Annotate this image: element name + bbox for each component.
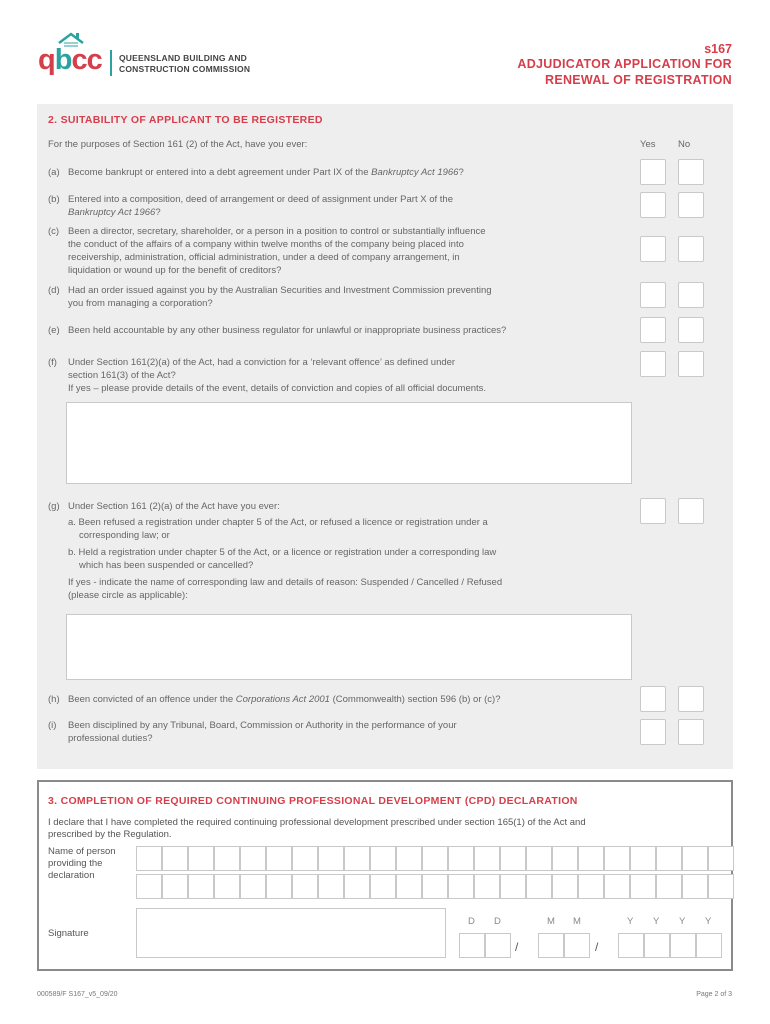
name-char-cell[interactable] [578, 874, 604, 899]
name-char-cell[interactable] [422, 874, 448, 899]
date-digit-cell[interactable] [459, 933, 485, 958]
name-char-cell[interactable] [708, 846, 734, 871]
name-char-cell[interactable] [396, 874, 422, 899]
date-digit-cell[interactable] [696, 933, 722, 958]
name-char-cell[interactable] [708, 874, 734, 899]
date-separator: / [595, 940, 599, 954]
date-format-letter: M [573, 916, 581, 927]
question-c: (c) Been a director, secretary, shareholder, or a person in a position to control or substantially influence the conduct of the affairs of a company within twelve months of the company being placed into receivership, administration, official administration, under a deed of company arrangement, in liquidation or wound up for the benefit of creditors? [48, 226, 486, 276]
name-char-cell[interactable] [578, 846, 604, 871]
question-i-no-checkbox[interactable] [678, 719, 704, 745]
name-char-cell[interactable] [240, 874, 266, 899]
question-d-no-checkbox[interactable] [678, 282, 704, 308]
no-column-label: No [678, 139, 691, 150]
form-code: s167 [704, 42, 732, 56]
section-suitability [37, 104, 733, 769]
question-b-yes-checkbox[interactable] [640, 192, 666, 218]
name-char-cell[interactable] [604, 846, 630, 871]
name-char-cell[interactable] [266, 846, 292, 871]
name-char-cell[interactable] [422, 846, 448, 871]
name-char-cell[interactable] [682, 874, 708, 899]
name-input-row-1[interactable] [136, 846, 734, 871]
page-number: Page 2 of 3 [696, 991, 732, 998]
name-char-cell[interactable] [552, 874, 578, 899]
question-f: (f) Under Section 161(2)(a) of the Act, had a conviction for a ‘relevant offence’ as defined under section 161(3) of the Act? If yes – please provide details of the event, details of conviction and copies of all official documents. [48, 357, 487, 394]
logo-separator [110, 50, 112, 76]
name-char-cell[interactable] [344, 874, 370, 899]
question-f-yes-checkbox[interactable] [640, 351, 666, 377]
name-char-cell[interactable] [526, 874, 552, 899]
question-c-no-checkbox[interactable] [678, 236, 704, 262]
organisation-name: QUEENSLAND BUILDING AND CONSTRUCTION COMMISSION [119, 53, 251, 74]
date-digit-cell[interactable] [670, 933, 696, 958]
name-char-cell[interactable] [188, 846, 214, 871]
name-char-cell[interactable] [292, 874, 318, 899]
name-char-cell[interactable] [630, 874, 656, 899]
name-char-cell[interactable] [500, 846, 526, 871]
name-of-person-label: Name of person providing the declaration [48, 846, 116, 881]
date-format-letter: D [494, 916, 501, 927]
name-char-cell[interactable] [552, 846, 578, 871]
name-char-cell[interactable] [162, 874, 188, 899]
name-char-cell[interactable] [240, 846, 266, 871]
form-reference-code: 000589/F S167_v5_09/20 [37, 991, 118, 998]
question-e: (e) Been held accountable by any other business regulator for unlawful or inappropriate business practices? [48, 325, 507, 336]
question-b: (b) Entered into a composition, deed of arrangement or deed of assignment under Part X of the Bankruptcy Act 1966? [48, 194, 453, 218]
section-3-title: 3. COMPLETION OF REQUIRED CONTINUING PROFESSIONAL DEVELOPMENT (CPD) DECLARATION [48, 795, 578, 807]
name-char-cell[interactable] [370, 846, 396, 871]
question-a: (a) Become bankrupt or entered into a debt agreement under Part IX of the Bankruptcy Act 1966? [48, 167, 464, 178]
question-a-yes-checkbox[interactable] [640, 159, 666, 185]
name-char-cell[interactable] [162, 846, 188, 871]
date-format-letter: Y [705, 916, 712, 927]
name-char-cell[interactable] [526, 846, 552, 871]
cpd-declaration-text: I declare that I have completed the required continuing professional development prescribed under section 165(1) of the Act and prescribed by the Regulation. [48, 817, 586, 840]
name-char-cell[interactable] [604, 874, 630, 899]
name-char-cell[interactable] [370, 874, 396, 899]
date-format-letter: Y [627, 916, 634, 927]
section-cpd-declaration [37, 780, 733, 971]
signature-label: Signature [48, 928, 89, 939]
name-char-cell[interactable] [474, 874, 500, 899]
name-char-cell[interactable] [344, 846, 370, 871]
section-2-title: 2. SUITABILITY OF APPLICANT TO BE REGISTERED [48, 114, 323, 126]
date-digit-cell[interactable] [564, 933, 590, 958]
date-digit-cell[interactable] [538, 933, 564, 958]
name-char-cell[interactable] [396, 846, 422, 871]
name-char-cell[interactable] [318, 846, 344, 871]
name-char-cell[interactable] [266, 874, 292, 899]
question-c-yes-checkbox[interactable] [640, 236, 666, 262]
name-char-cell[interactable] [136, 874, 162, 899]
date-format-letter: D [468, 916, 475, 927]
question-i-yes-checkbox[interactable] [640, 719, 666, 745]
qbcc-logo: qbcc [38, 44, 102, 76]
question-b-no-checkbox[interactable] [678, 192, 704, 218]
name-char-cell[interactable] [448, 846, 474, 871]
question-f-no-checkbox[interactable] [678, 351, 704, 377]
date-format-letter: Y [653, 916, 660, 927]
question-f-details-textarea[interactable] [66, 402, 632, 484]
name-char-cell[interactable] [500, 874, 526, 899]
question-a-no-checkbox[interactable] [678, 159, 704, 185]
date-digit-cell[interactable] [644, 933, 670, 958]
page-header [0, 0, 770, 100]
name-char-cell[interactable] [448, 874, 474, 899]
question-h-yes-checkbox[interactable] [640, 686, 666, 712]
question-h: (h) Been convicted of an offence under the Corporations Act 2001 (Commonwealth) section 596 (b) or (c)? [48, 694, 501, 705]
date-separator: / [515, 940, 519, 954]
form-title: ADJUDICATOR APPLICATION FOR RENEWAL OF REGISTRATION [517, 57, 732, 87]
name-char-cell[interactable] [682, 846, 708, 871]
date-digit-cell[interactable] [618, 933, 644, 958]
yes-column-label: Yes [640, 139, 656, 150]
date-format-letter: Y [679, 916, 686, 927]
date-format-letter: M [547, 916, 555, 927]
name-char-cell[interactable] [656, 874, 682, 899]
question-i: (i) Been disciplined by any Tribunal, Board, Commission or Authority in the performance of your professional duties? [48, 720, 457, 744]
date-digit-cell[interactable] [485, 933, 511, 958]
signature-box[interactable] [136, 908, 446, 958]
name-char-cell[interactable] [318, 874, 344, 899]
name-char-cell[interactable] [214, 846, 240, 871]
name-char-cell[interactable] [630, 846, 656, 871]
name-char-cell[interactable] [474, 846, 500, 871]
question-g-no-checkbox[interactable] [678, 498, 704, 524]
question-d-yes-checkbox[interactable] [640, 282, 666, 308]
section-2-intro: For the purposes of Section 161 (2) of the Act, have you ever: [48, 139, 308, 150]
name-char-cell[interactable] [136, 846, 162, 871]
question-d: (d) Had an order issued against you by the Australian Securities and Investment Commission preventing you from managing a corporation? [48, 285, 492, 309]
question-g-yes-checkbox[interactable] [640, 498, 666, 524]
question-e-no-checkbox[interactable] [678, 317, 704, 343]
name-input-row-2[interactable] [136, 874, 734, 899]
question-e-yes-checkbox[interactable] [640, 317, 666, 343]
name-char-cell[interactable] [292, 846, 318, 871]
question-g: (g) Under Section 161 (2)(a) of the Act have you ever: a. Been refused a registration under chapter 5 of the Act, or refused a licence or registration under a corresponding law; or b. Held a registration under chapter 5 of the Act, or a licence or registration under a corresponding law which has been suspended or cancelled? If yes - indicate the name of corresponding law and details of reason: Suspended / Cancelled / Refused (please circle as applicable): [48, 501, 503, 601]
name-char-cell[interactable] [656, 846, 682, 871]
question-g-details-textarea[interactable] [66, 614, 632, 680]
name-char-cell[interactable] [188, 874, 214, 899]
question-h-no-checkbox[interactable] [678, 686, 704, 712]
name-char-cell[interactable] [214, 874, 240, 899]
